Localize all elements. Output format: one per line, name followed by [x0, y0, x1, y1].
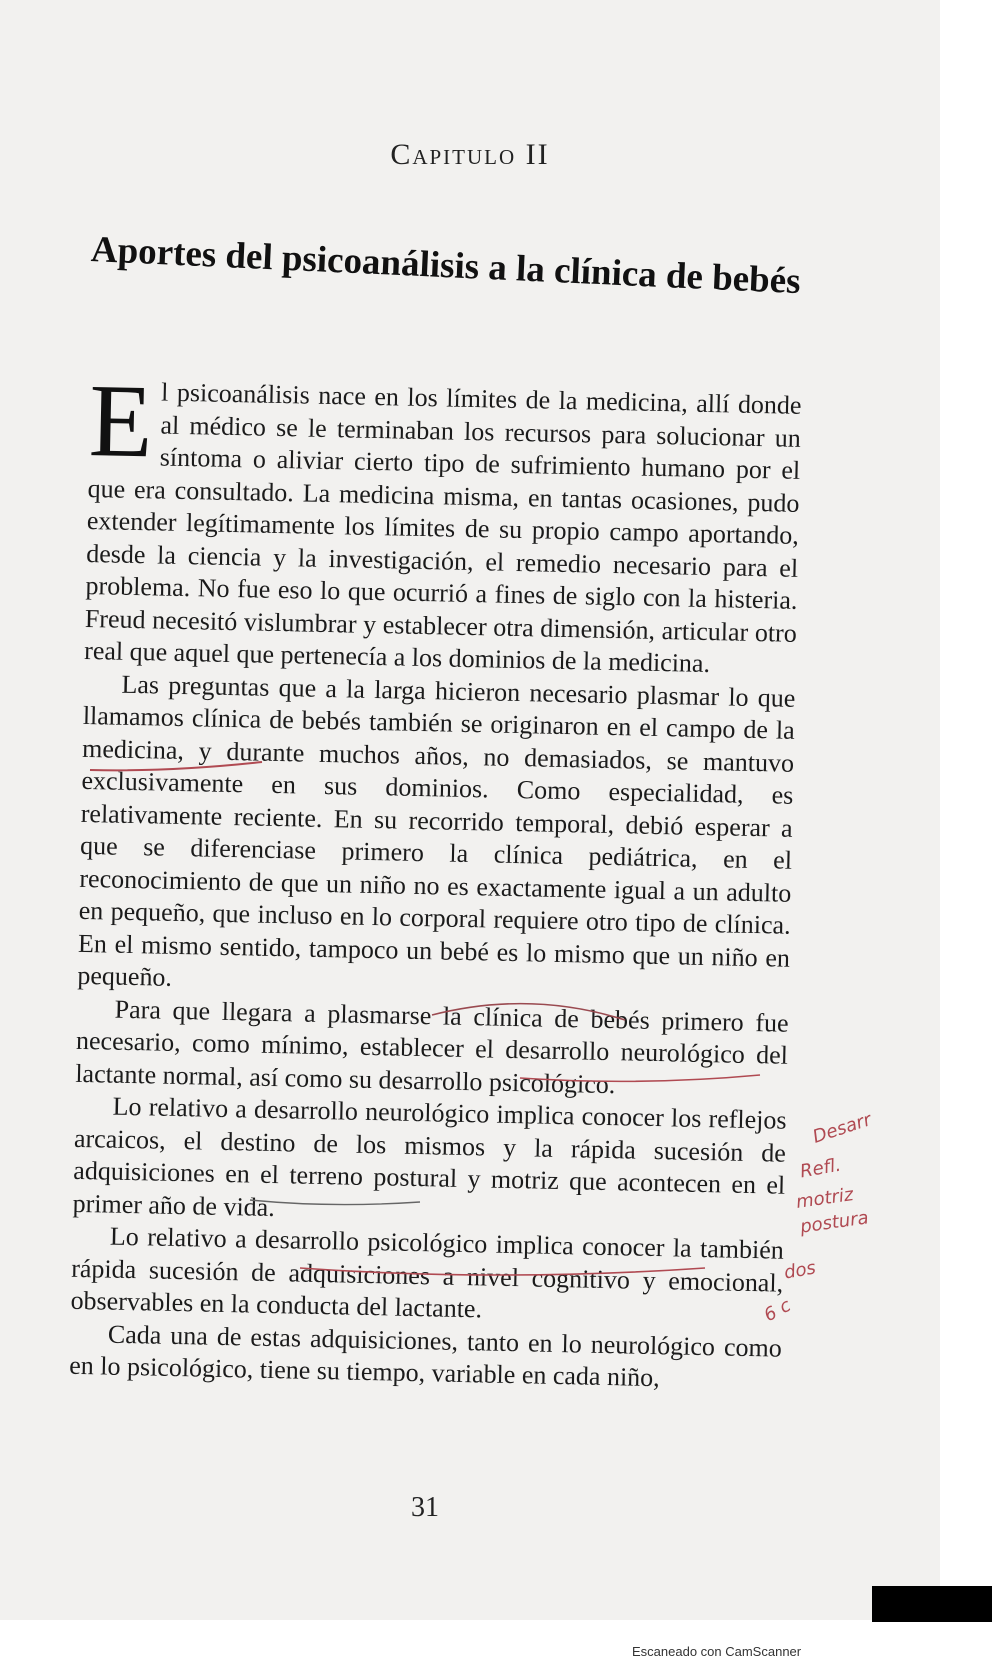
scanner-watermark: Escaneado con CamScanner: [632, 1644, 802, 1659]
margin-handwritten-notes: [760, 1108, 912, 1368]
margin-note: Desarr: [810, 1109, 874, 1148]
chapter-title: Aportes del psicoanálisis a la clínica de bebés: [90, 228, 802, 303]
paragraph-2: Las preguntas que a la larga hicieron necesario plasmar lo que llamamos clínica de bebés también se originaron en el campo de la medicina, y durante muchos años, no demasiados, se mantuvo exclusivamente en sus dominios. Como especialidad, es relativamente reciente. En su recorrido temporal, debió esperar a que se diferenciase primero la clínica pediátrica, en el reconocimiento de que un niño no es exactamente igual a un adulto en pequeño, que incluso en lo corporal requiere otro tipo de clínica. En el mismo sentido, tampoco un bebé es lo mismo que un niño en pequeño.: [77, 669, 796, 992]
chapter-label: Capitulo II: [390, 138, 550, 171]
arc-clinica-de-bebes: [432, 1004, 625, 1020]
paragraph-4: Lo relativo a desarrollo neurológico implica conocer los reflejos arcaicos, el destino de los mismos y la rápida sucesión de adquisiciones en el terreno postural y motriz que acontecen en el primer año de vida.: [72, 1091, 787, 1222]
paragraph-3: Para que llegara a plasmarse la clínica de bebés primero fue necesario, como mínimo, establecer el desarrollo neurológico del lactante normal, así como su desarrollo psicológico.: [75, 994, 789, 1099]
paragraph-6: Cada una de estas adquisiciones, tanto en lo neurológico como en lo psicológico, tiene su tiempo, variable en cada niño,: [68, 1319, 783, 1393]
underline-neurologico: [520, 1075, 760, 1081]
underline-adquisiciones: [300, 1268, 705, 1275]
scan-edge-shadow: [872, 1586, 992, 1622]
paragraph-1-text: l psicoanálisis nace en los límites de la medicina, allí donde al médico se le terminaban los recursos para solucionar un síntoma o aliviar cierto tipo de sufrimiento humano por el que era consultado. La medicina misma, en tantas ocasiones, pudo extender legítimamente los límites de su propio campo aportando, desde la ciencia y la investigación, el remedio necesario para el problema. No fue eso lo que ocurrió a fines de siglo con la histeria. Freud necesitó vislumbrar y establecer otra dimensión, articular otro real que aquel que pertenecía a los dominios de la medicina.: [83, 377, 802, 679]
margin-note: postura: [798, 1207, 870, 1238]
underline-vida: [250, 1200, 420, 1205]
margin-note: dos: [782, 1257, 818, 1284]
drop-cap: E: [87, 363, 154, 480]
margin-note: 6 c: [760, 1294, 795, 1327]
underline-de-la-medicina: [90, 762, 262, 770]
margin-note: motriz: [794, 1184, 855, 1213]
paragraph-5: Lo relativo a desarrollo psicológico implica conocer la también rápida sucesión de adquisiciones a nivel cognitivo y emocional, observables en la conducta del lactante.: [70, 1221, 785, 1324]
page-number: 31: [411, 1492, 439, 1523]
margin-note: Refl.: [798, 1154, 843, 1183]
